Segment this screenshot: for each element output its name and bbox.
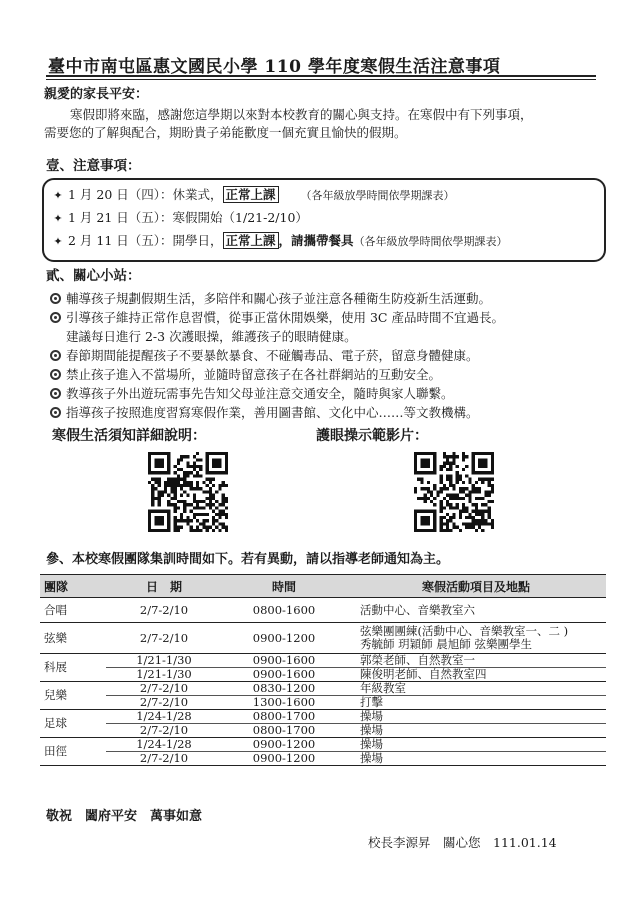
- section1-heading: 壹、注意事項：: [46, 158, 141, 174]
- table-row: 合唱 2/7-2/10 0800-1600 活動中心、音樂教室六: [40, 598, 606, 623]
- section2-heading: 貳、關心小站：: [46, 268, 141, 284]
- col-activity: 寒假活動項目及地點: [346, 575, 606, 598]
- swirl-bullet-icon: [50, 293, 61, 304]
- table-header-row: [40, 575, 606, 598]
- qr-left-label: 寒假生活須知詳細說明：: [52, 428, 206, 444]
- swirl-bullet-icon: [50, 388, 61, 399]
- table-row: 兒樂 2/7-2/10 0830-1200 年級教室: [40, 682, 606, 696]
- col-date: 日 期: [106, 575, 222, 598]
- arrow-bullet-icon: ✦: [53, 235, 63, 248]
- table-row: 2/7-2/10 0800-1700 操場: [40, 724, 606, 738]
- notice-item-2: ✦ 1 月 21 日（五）：寒假開始（1/21-2/10）: [53, 210, 308, 225]
- table-row: 科展 1/21-1/30 0900-1600 郭榮老師、自然教室一: [40, 654, 606, 668]
- qr-code-icon[interactable]: [148, 452, 228, 532]
- swirl-bullet-icon: [50, 407, 61, 418]
- qr-right-label: 護眼操示範影片：: [316, 428, 428, 444]
- table-row: 足球 1/24-1/28 0800-1700 操場: [40, 710, 606, 724]
- care-item-4: 禁止孩子進入不當場所，並隨時留意孩子在各社群網站的互動安全。: [50, 366, 441, 383]
- table-row: 田徑 1/24-1/28 0900-1200 操場: [40, 738, 606, 752]
- table-row: 2/7-2/10 0900-1200 操場: [40, 752, 606, 766]
- principal-signature: 校長李源昇 關心您 111.01.14: [368, 835, 557, 850]
- greeting: 親愛的家長平安：: [44, 87, 149, 102]
- table-row: 1/21-1/30 0900-1600 陳俊明老師、自然教室四: [40, 668, 606, 682]
- boxed-label: 正常上課: [223, 186, 279, 203]
- intro-line-1: 寒假即將來臨，感謝您這學期以來對本校教育的關心與支持。在寒假中有下列事項，: [70, 107, 533, 122]
- page-title: 臺中市南屯區惠文國民小學 110 學年度寒假生活注意事項: [48, 57, 501, 77]
- care-item-3: 春節期間能提醒孩子不要暴飲暴食、不碰觸毒品、電子菸，留意身體健康。: [50, 347, 479, 364]
- boxed-label: 正常上課: [223, 232, 279, 249]
- title-underline: [46, 75, 596, 77]
- notice-item-3: ✦ 2 月 11 日（五）：開學日， 正常上課 ，請攜帶餐具（各年級放學時間依學期課表）: [53, 233, 508, 248]
- title-underline-thin: [46, 79, 596, 80]
- care-item-2-cont: 建議每日進行 2-3 次護眼操，維護孩子的眼睛健康。: [66, 329, 357, 344]
- col-time: 時間: [222, 575, 346, 598]
- swirl-bullet-icon: [50, 369, 61, 380]
- care-item-2: 引導孩子維持正常作息習慣，從事正當休閒娛樂，使用 3C 產品時間不宜過長。: [50, 309, 504, 326]
- notice-item-1: ✦ 1 月 20 日（四）：休業式， 正常上課 （各年級放學時間依學期課表）: [53, 187, 455, 202]
- care-item-5: 教導孩子外出遊玩需事先告知父母並注意交通安全，隨時與家人聯繫。: [50, 385, 454, 402]
- section3-heading: 參、本校寒假團隊集訓時間如下。若有異動，請以指導老師通知為主。: [46, 552, 450, 567]
- qr-code-icon[interactable]: [414, 452, 494, 532]
- arrow-bullet-icon: ✦: [53, 212, 63, 225]
- closing-blessing: 敬祝 闔府平安 萬事如意: [46, 809, 203, 824]
- intro-line-2: 需要您的了解與配合，期盼貴子弟能歡度一個充實且愉快的假期。: [44, 125, 407, 140]
- care-item-6: 指導孩子按照進度習寫寒假作業，善用圖書館、文化中心……等文教機構。: [50, 404, 479, 421]
- arrow-bullet-icon: ✦: [53, 189, 63, 202]
- care-item-1: 輔導孩子規劃假期生活，多陪伴和關心孩子並注意各種衛生防疫新生活運動。: [50, 290, 491, 307]
- col-team: 團隊: [40, 575, 106, 598]
- schedule-table: [40, 574, 606, 766]
- table-row: 弦樂 2/7-2/10 0900-1200 弦樂團團練(活動中心、音樂教室一、二 ) 秀毓師 玥穎師 晨旭師 弦樂團學生: [40, 623, 606, 654]
- swirl-bullet-icon: [50, 312, 61, 323]
- swirl-bullet-icon: [50, 350, 61, 361]
- table-row: 2/7-2/10 1300-1600 打擊: [40, 696, 606, 710]
